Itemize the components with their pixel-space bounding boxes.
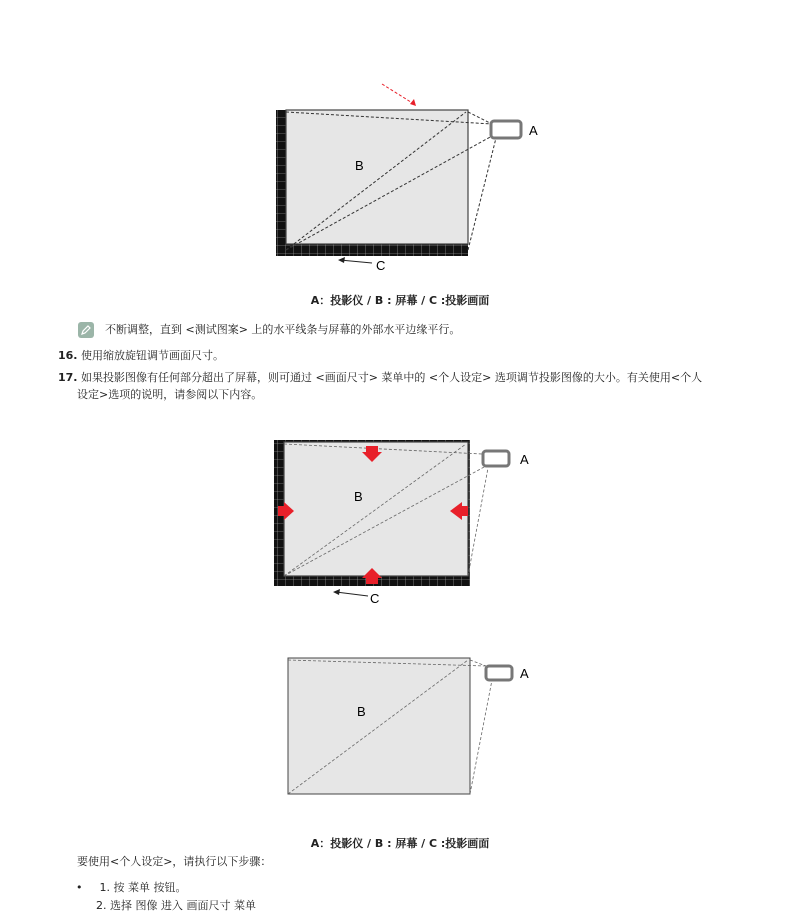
step-text-line1: 如果投影图像有任何部分超出了屏幕，则可通过 <画面尺寸> 菜单中的 <个人设定> 选项调节投影图像的大小。有关使用<个人	[81, 371, 703, 384]
label-c: C	[376, 258, 386, 273]
label-b: B	[357, 704, 366, 719]
bullet-item	[96, 897, 256, 914]
figure-custom-size-result	[280, 650, 550, 800]
screen-b	[286, 110, 468, 244]
step-text: 使用缩放旋钮调节画面尺寸。	[81, 349, 224, 362]
step-17	[58, 369, 758, 386]
note-text: 不断调整，直到 <测试图案> 上的水平线条与屏幕的外部水平边缘平行。	[105, 323, 461, 336]
screen-b	[284, 442, 468, 576]
figure-caption-2: A：投影仪 / B : 屏幕 / C :投影画面	[310, 837, 490, 850]
step-number: 17.	[58, 371, 78, 384]
label-a: A	[520, 452, 529, 467]
step-16	[58, 347, 224, 364]
label-a: A	[529, 123, 538, 138]
label-b: B	[354, 489, 363, 504]
label-c: C	[370, 591, 380, 606]
label-b: B	[355, 158, 364, 173]
bullet-marker: •	[76, 881, 83, 894]
pencil-note-icon	[78, 322, 94, 338]
projector-a	[491, 121, 521, 138]
figure-custom-size-adjust	[270, 436, 550, 611]
step-number: 16.	[58, 349, 78, 362]
projector-a	[483, 451, 509, 466]
bullet-item	[76, 879, 187, 896]
step-17-continued: 设定>选项的说明，请参阅以下内容。	[77, 388, 263, 401]
bullet-text: 1. 按 菜单 按钮。	[99, 881, 187, 894]
bullet-text: 2. 选择 图像 进入 画面尺寸 菜单	[96, 899, 256, 912]
intro-text: 要使用<个人设定>，请执行以下步骤：	[77, 855, 272, 868]
projector-a	[486, 666, 512, 680]
screen-b	[288, 658, 470, 794]
figure-caption-1: A：投影仪 / B : 屏幕 / C :投影画面	[310, 294, 490, 307]
label-a: A	[520, 666, 529, 681]
figure-keystone-before	[270, 78, 550, 278]
